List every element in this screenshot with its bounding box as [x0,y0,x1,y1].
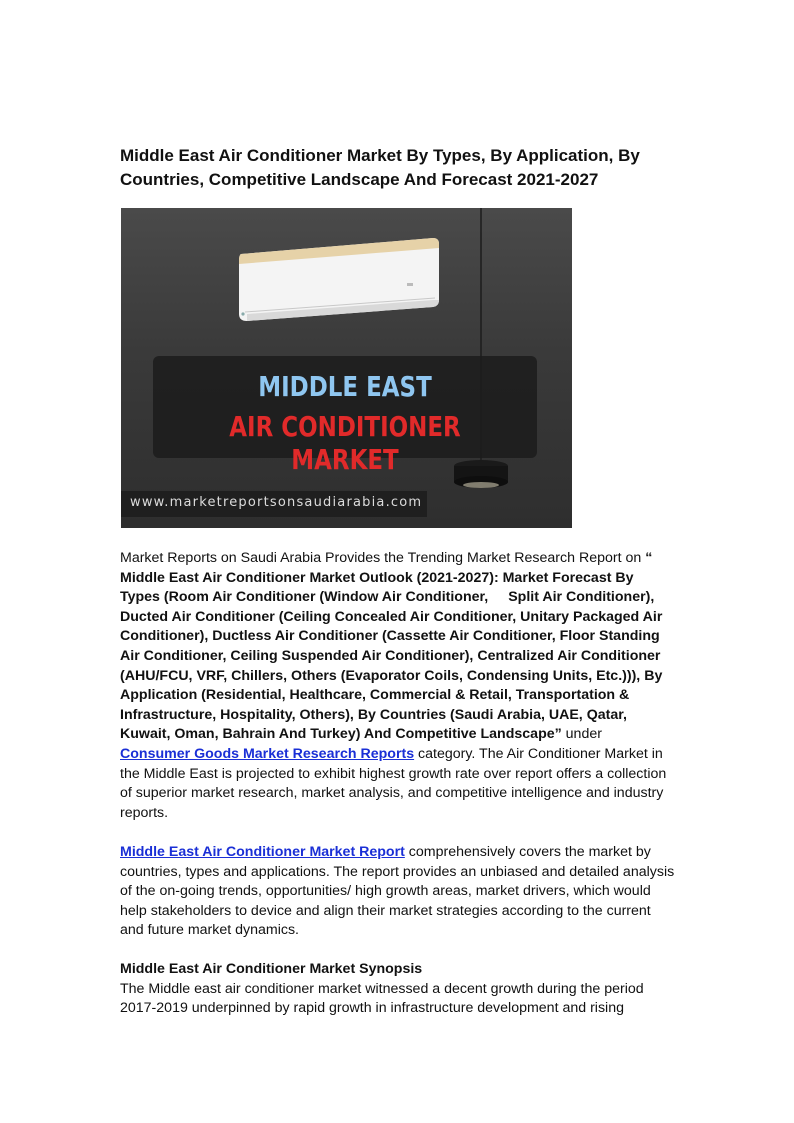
website-url: www.marketreportsonsaudiarabia.com [130,495,423,510]
banner-title-line1: MIDDLE EAST [258,370,432,403]
hero-image [121,208,572,528]
ac-unit-graphic [239,238,439,321]
intro-paragraph [120,549,676,823]
report-paragraph [120,843,676,941]
document-title: Middle East Air Conditioner Market By Types, By Application, By Countries, Competitive Landscape And Forecast 2021-2027 [120,146,640,189]
open-quote: “ [645,550,653,566]
banner-title-line2: AIR CONDITIONER MARKET [229,410,461,476]
consumer-goods-link[interactable]: Consumer Goods Market Research Reports [120,745,415,762]
synopsis-section [120,960,676,1019]
report-title-part1: Middle East Air Conditioner Market Outlook (2021-2027): Market Forecast By Types (Room Air Conditioner (Window Air Conditioner, [120,569,634,606]
title-banner [153,356,537,476]
intro-text: Market Reports on Saudi Arabia Provides the Trending Market Research Report on [120,550,646,566]
report-title-part2: Split Air Conditioner), Ducted Air Conditioner (Ceiling Concealed Air Conditioner, Unitary Packaged Air Conditioner), Ductless Air Conditioner (Cassette Air Conditioner, Floor Standing Air Conditioner, Ceiling Suspended Air Conditioner), Centralized Air Conditioner (AHU/FCU, VRF, Chillers, Others (Evaporator Coils, Condensing Units, Etc.))), By Application (Residential, Healthcare, Commercial & Retail, Transportation & Infrastructure, Hospitality, Others), By Countries (Saudi Arabia, UAE, Qatar, Kuwait, Oman, Bahrain And Turkey) And Competitive Landscape [120,589,663,743]
market-report-link[interactable]: Middle East Air Conditioner Market Report [120,844,405,860]
close-quote: ” [554,726,562,743]
synopsis-heading: Middle East Air Conditioner Market Synopsis [120,961,423,977]
synopsis-text: The Middle east air conditioner market witnessed a decent growth during the period 2017-2019 underpinned by rapid growth in infrastructure development and rising [120,980,644,1017]
intro-rest-text: category. The Air Conditioner Market in the Middle East is projected to exhibit highest growth rate over report offers a collection of superior market research, market analysis, and competitive intelligence and industry reports. [120,745,667,821]
website-strip [121,491,427,517]
under-text: under [561,726,602,743]
report-paragraph-text: comprehensively covers the market by countries, types and applications. The report provides an unbiased and detailed analysis of the on-going trends, opportunities/ high growth areas, market drivers, which would help stakeholders to device and align their market strategies according to the current and future market dynamics. [120,844,675,939]
